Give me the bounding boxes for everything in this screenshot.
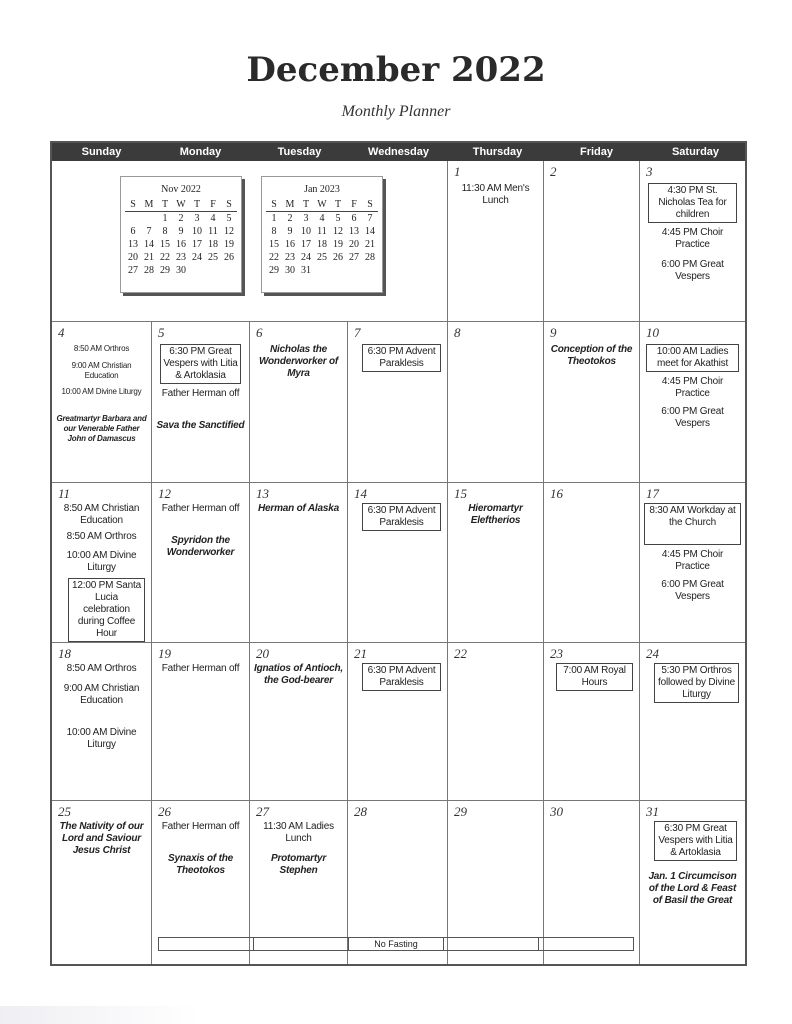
event: 6:00 PM Great Vespers — [661, 579, 724, 602]
event: 6:00 PM Great Vespers — [661, 259, 724, 282]
event: Father Herman off — [161, 663, 240, 674]
day-number: 23 — [550, 646, 563, 661]
event: 10:00 AM Divine Liturgy — [66, 727, 137, 750]
event: 8:50 AM Orthros — [66, 663, 137, 674]
feast-label: The Nativity of our Lord and Saviour Jesus Christ — [59, 821, 144, 856]
day-cell-22[interactable] — [448, 643, 544, 801]
day-cell-10[interactable] — [640, 322, 745, 483]
feast-label: Jan. 1 Circumcison of the Lord & Feast of Basil the Great — [648, 871, 737, 906]
event-boxed: 6:30 PM Great Vespers with Litia & Artoklasia — [654, 821, 737, 861]
day-cell-1[interactable] — [448, 161, 544, 322]
day-number: 9 — [550, 325, 557, 340]
event: 8:50 AM Orthros — [73, 344, 130, 353]
event: 11:30 AM Ladies Lunch — [263, 821, 334, 844]
day-number: 18 — [58, 646, 71, 661]
feast-label: Nicholas the Wonderworker of Myra — [258, 344, 339, 379]
day-number: 14 — [354, 486, 367, 501]
day-number: 21 — [354, 646, 367, 661]
day-cell-3[interactable] — [640, 161, 745, 322]
page-title: December 2022 — [246, 50, 546, 90]
day-number: 13 — [256, 486, 269, 501]
day-cell-12[interactable] — [152, 483, 250, 643]
event-boxed: 7:00 AM Royal Hours — [556, 663, 633, 691]
feast-label: Protomartyr Stephen — [270, 853, 327, 876]
event: 8:50 AM Christian Education — [63, 503, 140, 526]
day-cell-13[interactable] — [250, 483, 348, 643]
day-cell-14[interactable] — [348, 483, 448, 643]
feast-label: Greatmartyr Barbara and our Venerable Father John of Damascus — [56, 414, 147, 443]
weekday-wednesday: Wednesday — [368, 146, 429, 158]
day-cell-6[interactable] — [250, 322, 348, 483]
day-cell-23[interactable] — [544, 643, 640, 801]
no-fasting-label: No Fasting — [349, 938, 444, 950]
day-number: 15 — [454, 486, 467, 501]
feast-label: Conception of the Theotokos — [550, 344, 633, 367]
event: 4:45 PM Choir Practice — [661, 376, 724, 399]
day-number: 4 — [58, 325, 65, 340]
day-number: 30 — [550, 804, 563, 819]
day-number: 11 — [58, 486, 71, 501]
event: 9:00 AM Christian Education — [63, 683, 140, 706]
mini-calendar-table: S M T W T F S 1 2 3 4 5 6 7 8 9 10 11 12 13 14 15 16 17 18 19 20 21 22 23 24 25 26 27 28 29 30 — [125, 198, 237, 277]
feast-label: Spyridon the Wonderworker — [166, 535, 235, 558]
day-cell-17[interactable] — [640, 483, 745, 643]
day-number: 1 — [454, 164, 461, 179]
banner-segment — [254, 938, 349, 950]
event: 6:00 PM Great Vespers — [661, 406, 724, 429]
no-fasting-banner — [158, 937, 634, 951]
banner-segment — [444, 938, 539, 950]
banner-segment — [159, 938, 254, 950]
event-boxed: 4:30 PM St. Nicholas Tea for children — [648, 183, 737, 223]
event-boxed: 6:30 PM Great Vespers with Litia & Artoklasia — [160, 344, 241, 384]
event: 10:00 AM Divine Liturgy — [66, 550, 137, 573]
event: 11:30 AM Men's Lunch — [461, 183, 530, 206]
feast-label: Sava the Sanctified — [156, 420, 245, 431]
day-cell-21[interactable] — [348, 643, 448, 801]
event-boxed: 6:30 PM Advent Paraklesis — [362, 663, 441, 691]
weekday-header — [52, 143, 745, 161]
weekday-friday: Friday — [579, 146, 613, 158]
day-number: 16 — [550, 486, 563, 501]
feast-label: Herman of Alaska — [258, 503, 339, 514]
day-cell-20[interactable] — [250, 643, 348, 801]
day-cell-5[interactable] — [152, 322, 250, 483]
day-cell-25[interactable] — [52, 801, 152, 964]
event: 4:45 PM Choir Practice — [661, 549, 724, 572]
mini-calendar-nov — [120, 176, 242, 293]
weekday-sunday: Sunday — [81, 146, 122, 158]
event: Father Herman off — [161, 503, 240, 514]
mini-calendar-title: Nov 2022 — [161, 184, 201, 195]
weekday-thursday: Thursday — [472, 146, 523, 158]
feast-label: Ignatios of Antioch, the God-bearer — [254, 663, 343, 686]
day-number: 2 — [550, 164, 557, 179]
day-number: 20 — [256, 646, 269, 661]
day-number: 6 — [256, 325, 263, 340]
event: 9:00 AM Christian Education — [71, 361, 132, 380]
day-cell-8[interactable] — [448, 322, 544, 483]
event-boxed: 8:30 AM Workday at the Church — [644, 503, 741, 545]
feast-label: Synaxis of the Theotokos — [168, 853, 233, 876]
day-cell-19[interactable] — [152, 643, 250, 801]
event-boxed: 6:30 PM Advent Paraklesis — [362, 344, 441, 372]
day-number: 17 — [646, 486, 659, 501]
mini-calendar-title: Jan 2023 — [304, 184, 340, 195]
feast-label: Hieromartyr Eleftherios — [468, 503, 523, 526]
day-number: 27 — [256, 804, 269, 819]
event: Father Herman off — [161, 388, 240, 399]
day-number: 22 — [454, 646, 467, 661]
event: 8:50 AM Orthros — [66, 531, 137, 542]
empty-days-span — [52, 161, 448, 322]
event: Father Herman off — [161, 821, 240, 832]
banner-segment — [539, 938, 633, 950]
event-boxed: 5:30 PM Orthros followed by Divine Liturgy — [654, 663, 739, 703]
day-cell-16[interactable] — [544, 483, 640, 643]
day-number: 10 — [646, 325, 659, 340]
day-number: 31 — [646, 804, 659, 819]
day-cell-2[interactable] — [544, 161, 640, 322]
event-boxed: 12:00 PM Santa Lucia celebration during Coffee Hour — [68, 578, 145, 642]
day-number: 12 — [158, 486, 171, 501]
event-boxed: 6:30 PM Advent Paraklesis — [362, 503, 441, 531]
weekday-tuesday: Tuesday — [277, 146, 322, 158]
day-number: 5 — [158, 325, 165, 340]
weekday-saturday: Saturday — [671, 146, 720, 158]
day-cell-7[interactable] — [348, 322, 448, 483]
weekday-monday: Monday — [179, 146, 222, 158]
event: 10:00 AM Divine Liturgy — [61, 387, 142, 396]
day-number: 19 — [158, 646, 171, 661]
day-number: 24 — [646, 646, 659, 661]
event: 4:45 PM Choir Practice — [661, 227, 724, 250]
scan-artifact — [0, 1006, 200, 1024]
day-cell-18[interactable] — [52, 643, 152, 801]
day-number: 8 — [454, 325, 461, 340]
day-number: 7 — [354, 325, 361, 340]
day-number: 28 — [354, 804, 367, 819]
day-cell-24[interactable] — [640, 643, 745, 801]
day-number: 3 — [646, 164, 653, 179]
page-subtitle: Monthly Planner — [341, 103, 451, 120]
day-number: 25 — [58, 804, 71, 819]
calendar-grid — [50, 141, 747, 966]
day-cell-11[interactable] — [52, 483, 152, 643]
day-cell-9[interactable] — [544, 322, 640, 483]
day-cell-4[interactable] — [52, 322, 152, 483]
day-cell-15[interactable] — [448, 483, 544, 643]
event-boxed: 10:00 AM Ladies meet for Akathist — [646, 344, 739, 372]
day-cell-31[interactable] — [640, 801, 745, 964]
mini-calendar-table: S M T W T F S 1 2 3 4 5 6 7 8 9 10 11 12 13 14 15 16 17 18 19 20 21 22 23 24 25 26 27 28 29 30 31 — [266, 198, 378, 277]
mini-calendar-jan — [261, 176, 383, 293]
day-number: 29 — [454, 804, 467, 819]
day-number: 26 — [158, 804, 171, 819]
